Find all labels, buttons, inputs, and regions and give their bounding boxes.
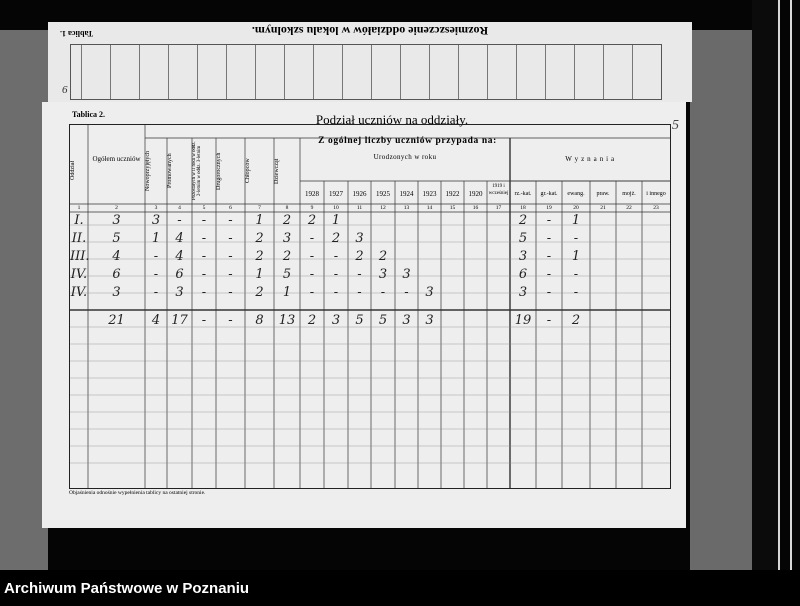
table-label: Tablica 2. [72,110,106,119]
header-dziewczat: Dziewcząt [274,158,280,184]
column-number: 17 [495,205,502,211]
column-number: 20 [573,205,579,211]
cell-oddzial: III. [70,249,90,264]
cell-gr: - [546,313,552,328]
religion-header: rz.-kat. [514,191,532,197]
cell-prom: 17 [171,313,188,328]
cell-year: - [309,231,315,246]
previous-page [48,22,692,102]
cell-gr: - [546,249,552,264]
cell-rz: 6 [518,267,528,282]
religion-header: praw. [596,191,610,197]
column-number: 16 [472,205,479,211]
cell-year: 3 [425,313,434,328]
cell-year: - [333,285,339,300]
cell-nowo: - [153,267,159,282]
header-drugorocznych: Drugorocznych [216,152,222,190]
cell-year: 3 [402,313,411,328]
column-number: 15 [449,205,456,211]
column-number: 4 [178,205,181,211]
cell-oddzial: IV. [70,267,88,282]
cell-ogolem: 6 [112,267,121,282]
cell-nowo: - [153,249,159,264]
cell-ew: - [573,285,579,300]
cell-year: 5 [378,313,388,328]
footnote: Objaśnienia odnośnie wypełnienia tablicy na ostatniej stronie. [69,490,206,496]
cell-nowo: 4 [151,313,161,328]
column-number: 6 [229,205,232,211]
film-strip [752,0,778,570]
previous-table-grid [70,44,662,100]
cell-ogolem: 3 [112,213,121,228]
cell-rz: 3 [518,285,528,300]
header-ogolem: Ogółem uczniów [92,155,141,163]
cell-drugo: - [228,267,233,282]
cell-year: 2 [355,249,364,264]
cell-prom: 6 [175,267,184,282]
cell-chl: 1 [255,213,264,228]
cell-drugo: - [228,313,233,328]
column-number: 9 [310,205,314,211]
cell-prom: 4 [175,231,184,246]
column-number: 5 [202,205,206,211]
column-number: 7 [258,205,261,211]
cell-dz: 3 [282,231,292,246]
header-nowoprzyjetych: Nowoprzyjętych [145,151,151,191]
year-header: 1927 [329,191,343,198]
cell-year: 3 [355,231,364,246]
cell-poz: - [201,313,207,328]
cell-dz: 2 [282,249,292,264]
cell-chl: 2 [255,285,264,300]
cell-poz: - [201,267,207,282]
religion-header: gr.-kat. [540,191,558,197]
previous-caption: Rozmieszczenie oddziałów w lokalu szkolnym. [251,24,489,38]
cell-year: 2 [307,313,317,328]
cell-year: - [333,249,339,264]
cell-chl: 1 [255,267,264,282]
cell-ogolem: 3 [112,285,121,300]
column-number: 19 [546,205,552,211]
column-number: 11 [356,205,363,211]
frame-line [778,0,780,570]
year-header: 1928 [305,191,319,198]
cell-chl: 8 [255,313,264,328]
cell-dz: 13 [278,313,296,328]
cell-nowo: - [153,285,159,300]
right-page-edge [690,30,752,570]
cell-ew: 1 [571,249,581,264]
cell-year: 3 [378,267,388,282]
cell-year: - [357,267,362,282]
column-number: 14 [426,205,433,211]
cell-year: 3 [425,285,434,300]
cell-year: - [404,285,409,300]
column-number: 12 [380,205,386,211]
cell-year: - [380,285,386,300]
cell-drugo: - [228,285,233,300]
cell-year: 3 [402,267,411,282]
table-main-header: Z ogólnej liczby uczniów przypada na: [318,136,497,146]
pupils-table [69,124,671,489]
religion-header: mojż. [622,191,636,197]
year-header: 1925 [376,191,390,198]
cell-gr: - [546,267,552,282]
left-page-edge [0,30,48,570]
document-page [42,102,686,528]
page-title: Podział uczniów na oddziały. [315,112,469,127]
cell-year: 5 [355,313,364,328]
year-header: 1926 [352,191,367,198]
frame-line [790,0,792,570]
religion-header: ewang. [567,191,585,197]
archive-caption-bar [0,572,800,606]
cell-prom: 4 [175,249,184,264]
cell-gr: - [546,231,552,246]
column-number: 18 [520,205,526,211]
header-oddzial: Oddział [70,161,76,181]
cell-dz: 5 [282,267,292,282]
religion-header: i innego [646,191,666,197]
cell-drugo: - [228,231,233,246]
cell-nowo: 1 [151,231,161,246]
column-number: 23 [653,205,659,211]
year-header: 1923 [422,191,437,198]
header-pozostalych: Pozostałych w II roku w oddz. 2-letnim w oddz. 3-letnim [192,141,202,201]
cell-oddzial: IV. [70,285,88,300]
cell-gr: - [546,285,552,300]
cell-ogolem: 4 [112,249,121,264]
page-number: 5 [672,118,679,133]
cell-year: - [309,285,315,300]
cell-year: 1 [331,213,341,228]
cell-poz: - [201,231,207,246]
cell-oddzial: II. [71,231,87,246]
cell-ogolem: 5 [112,231,121,246]
cell-year: 2 [378,249,388,264]
cell-nowo: 3 [151,213,161,228]
cell-ew: - [573,267,579,282]
cell-dz: 2 [282,213,292,228]
cell-ew: 1 [571,213,581,228]
cell-drugo: - [228,249,233,264]
column-number: 21 [600,205,606,211]
cell-year: - [333,267,339,282]
cell-year: - [309,249,315,264]
column-number: 3 [154,205,158,211]
cell-chl: 2 [255,249,264,264]
header-chlopcow: Chłopców [245,158,251,184]
cell-poz: - [201,213,207,228]
previous-page-number: 6 [62,84,68,96]
cell-ew: - [573,231,579,246]
cell-rz: 3 [518,249,528,264]
column-number: 22 [626,205,632,211]
year-header: 1920 [468,191,483,198]
cell-rz: 19 [514,313,532,328]
column-number: 2 [115,205,118,211]
column-number: 13 [403,205,410,211]
header-urodzonych: Urodzonych w roku [373,153,437,161]
cell-prom: - [177,213,182,228]
cell-prom: 3 [175,285,184,300]
year-header: 1919 i wcześniej [488,184,509,196]
year-header: 1924 [399,191,414,198]
cell-oddzial: I. [74,213,84,228]
column-number: 8 [285,205,289,211]
previous-table-label: Tablica 1. [60,29,94,38]
cell-gr: - [546,213,552,228]
column-number: 1 [77,205,81,211]
cell-year: - [309,267,315,282]
cell-ogolem: 21 [108,313,125,328]
archive-name: Archiwum Państwowe w Poznaniu [4,580,250,597]
header-wyznania: W y z n a n i a [565,155,615,163]
header-promowanych: Promowanych [167,153,173,189]
cell-year: 2 [331,231,341,246]
cell-dz: 1 [282,285,292,300]
cell-drugo: - [228,213,233,228]
cell-poz: - [201,249,207,264]
cell-rz: 2 [518,213,528,228]
year-header: 1922 [445,191,460,198]
cell-year: 2 [307,213,317,228]
cell-ew: 2 [571,313,581,328]
cell-chl: 2 [255,231,264,246]
cell-poz: - [201,285,207,300]
cell-year: - [357,285,362,300]
cell-rz: 5 [518,231,528,246]
column-number: 10 [333,205,339,211]
cell-year: 3 [331,313,341,328]
